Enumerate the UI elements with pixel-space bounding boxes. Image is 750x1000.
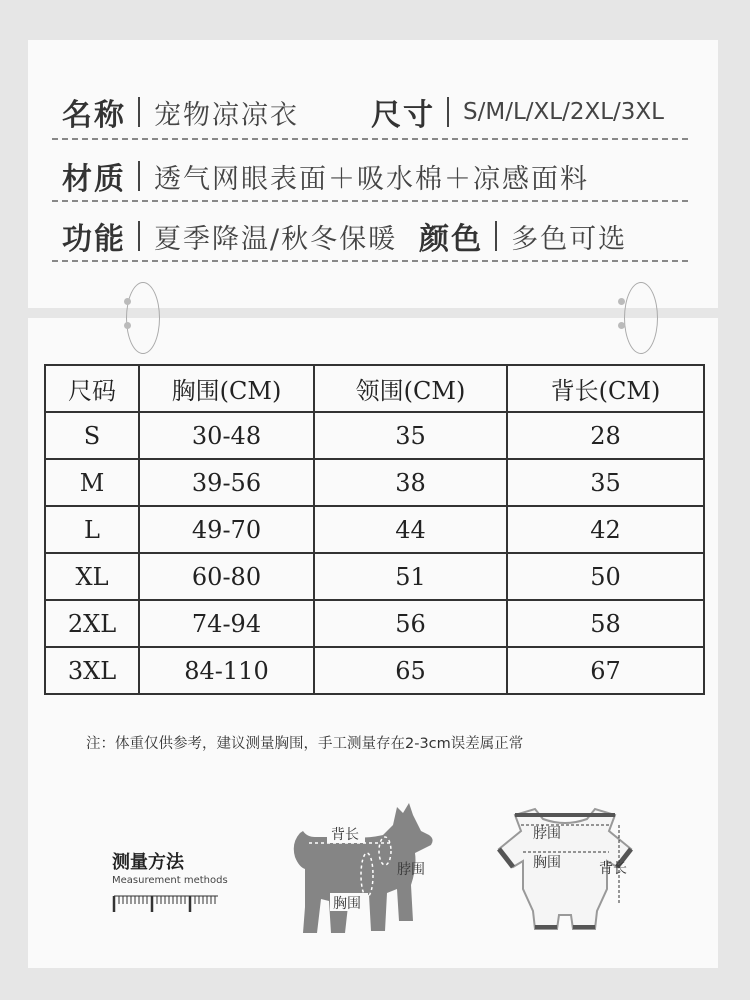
name-value: 宠物凉凉衣 — [154, 99, 299, 131]
cell-chest: 84-110 — [139, 647, 314, 694]
table-row — [45, 459, 704, 506]
table-row — [45, 553, 704, 600]
function-label: 功能 — [62, 222, 126, 257]
divider — [447, 97, 449, 127]
cell-neck: 56 — [314, 600, 507, 647]
cell-back: 58 — [507, 600, 704, 647]
binder-ring-left — [126, 282, 160, 354]
cell-chest: 49-70 — [139, 506, 314, 553]
info-row-name-size — [62, 90, 664, 134]
shirt-chest-label: 胸围 — [533, 855, 561, 871]
divider — [495, 221, 497, 251]
binder-hole-right-top — [618, 298, 625, 305]
size-note: 注：体重仅供参考，建议测量胸围，手工测量存在2-3cm误差属正常 — [86, 736, 524, 752]
cell-back: 50 — [507, 553, 704, 600]
shirt-measure-diagram — [485, 805, 645, 935]
cell-neck: 65 — [314, 647, 507, 694]
cell-size: XL — [45, 553, 139, 600]
cell-size: 3XL — [45, 647, 139, 694]
size-value: S/M/L/XL/2XL/3XL — [463, 99, 664, 125]
header-neck: 领围(CM) — [314, 365, 507, 412]
cell-neck: 35 — [314, 412, 507, 459]
divider — [138, 97, 140, 127]
cell-neck: 44 — [314, 506, 507, 553]
cell-back: 35 — [507, 459, 704, 506]
cell-neck: 51 — [314, 553, 507, 600]
dog-neck-label: 脖围 — [397, 862, 425, 878]
binder-ring-right — [624, 282, 658, 354]
dog-measure-diagram — [285, 795, 455, 945]
table-header-row — [45, 365, 704, 412]
divider — [138, 221, 140, 251]
cell-neck: 38 — [314, 459, 507, 506]
cell-back: 67 — [507, 647, 704, 694]
table-row — [45, 412, 704, 459]
info-row-material — [62, 154, 589, 198]
table-row — [45, 506, 704, 553]
header-back: 背长(CM) — [507, 365, 704, 412]
cell-size: M — [45, 459, 139, 506]
dashed-line — [52, 138, 688, 140]
dog-chest-label: 胸围 — [333, 896, 361, 912]
dashed-line — [52, 200, 688, 202]
header-chest: 胸围(CM) — [139, 365, 314, 412]
shirt-back-label: 背长 — [599, 861, 627, 877]
cell-chest: 39-56 — [139, 459, 314, 506]
binder-hole-left-top — [124, 298, 131, 305]
shirt-neck-label: 脖围 — [533, 826, 561, 842]
table-row — [45, 647, 704, 694]
measure-title: 测量方法 — [112, 852, 184, 873]
cell-size: L — [45, 506, 139, 553]
dog-back-label: 背长 — [331, 827, 359, 843]
cell-size: S — [45, 412, 139, 459]
name-label: 名称 — [62, 98, 126, 133]
cell-size: 2XL — [45, 600, 139, 647]
cell-chest: 60-80 — [139, 553, 314, 600]
measure-subtitle: Measurement methods — [112, 875, 228, 886]
table-row — [45, 600, 704, 647]
size-table — [44, 364, 705, 695]
dashed-line — [52, 260, 688, 262]
function-value: 夏季降温/秋冬保暖 — [154, 223, 398, 255]
binder-hole-right-bottom — [618, 322, 625, 329]
info-row-function-color — [62, 214, 627, 258]
cell-back: 42 — [507, 506, 704, 553]
size-label: 尺寸 — [371, 98, 435, 133]
material-value: 透气网眼表面＋吸水棉＋凉感面料 — [154, 163, 589, 195]
color-label: 颜色 — [419, 222, 484, 257]
divider — [138, 161, 140, 191]
cell-chest: 30-48 — [139, 412, 314, 459]
color-value: 多色可选 — [511, 223, 628, 255]
cell-chest: 74-94 — [139, 600, 314, 647]
material-label: 材质 — [62, 162, 126, 197]
binder-hole-left-bottom — [124, 322, 131, 329]
cell-back: 28 — [507, 412, 704, 459]
ruler-icon — [112, 890, 220, 918]
header-size: 尺码 — [45, 365, 139, 412]
